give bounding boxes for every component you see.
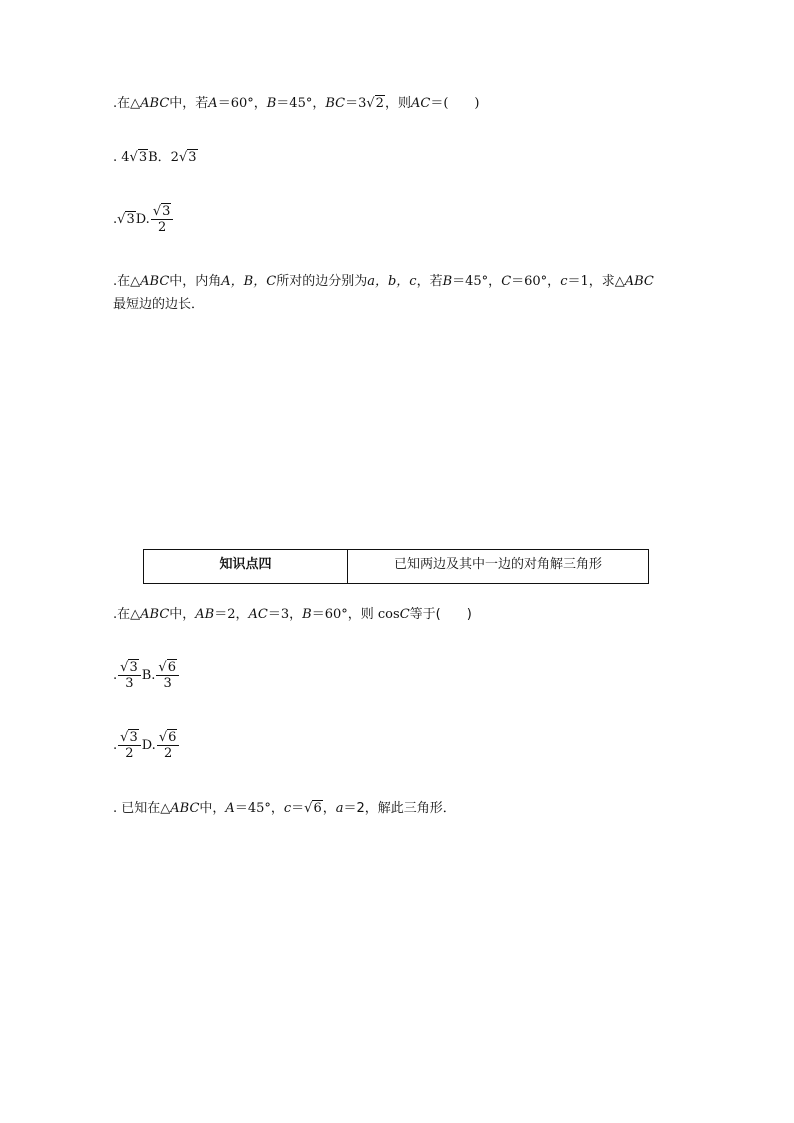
sqrt-symbol: √2: [366, 96, 384, 111]
q4-stem: . 已知在△ABC中，A＝45°，c＝√6，a＝2，解此三角形．: [113, 801, 456, 816]
sqrt-symbol: √3: [129, 150, 148, 165]
sqrt-symbol: √6: [304, 801, 322, 816]
fraction: $\frac{√3}{3}$: [118, 660, 141, 691]
q2-stem-line1: .在△ABC中，内角A，B，C所对的边分别为a，b，c，若B＝45°，C＝60°，c＝1，求△ABC: [113, 274, 654, 289]
knowledge-point-label: 知识点四: [144, 550, 348, 583]
fraction: $\frac{√3}{2}$: [151, 204, 174, 235]
q3-options-cd: . $\frac{√3}{2}$ D. $\frac{√6}{2}$: [113, 726, 180, 766]
sqrt-symbol: √3: [117, 212, 135, 227]
q1-stem: .在△ABC中，若A＝60°，B＝45°，BC＝3√2，则AC＝( ): [113, 96, 480, 111]
q1-options-ab: . 4√3B．2√3: [113, 150, 197, 165]
q3-stem: .在△ABC中，AB＝2，AC＝3，B＝60°，则 cosC等于( ): [113, 607, 472, 622]
fraction: $\frac{√6}{3}$: [156, 660, 179, 691]
q1-options-cd: .√3D. $\frac{√3}{2}$: [113, 200, 174, 240]
fraction: $\frac{√3}{2}$: [118, 730, 141, 761]
q3-options-ab: . $\frac{√3}{3}$ B. $\frac{√6}{3}$: [113, 656, 180, 696]
sqrt-symbol: √3: [178, 150, 197, 165]
knowledge-point-table: [143, 549, 649, 584]
q2-stem-line2: 最短边的边长．: [113, 297, 205, 312]
fraction: $\frac{√6}{2}$: [157, 730, 180, 761]
knowledge-point-title: 已知两边及其中一边的对角解三角形: [393, 557, 602, 572]
